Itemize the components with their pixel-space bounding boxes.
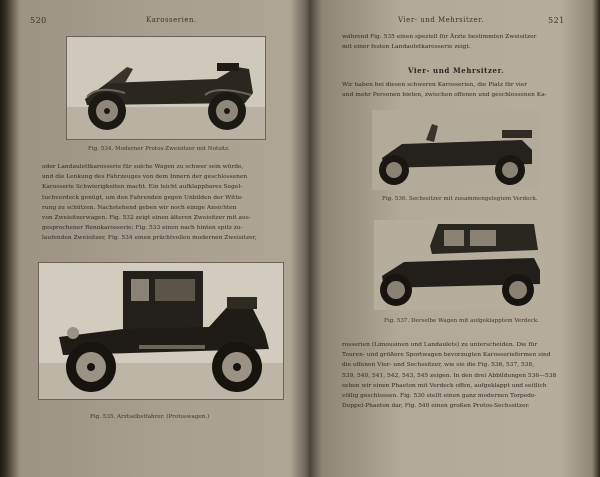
text-line: mit einer festen Landauletkarosserie zeigt. xyxy=(342,44,471,51)
text-line: rung zu schützen. Nachstehend geben wir noch einige Ansichten xyxy=(42,204,237,211)
text-line: während Fig. 535 einen speziell für Ärzte bestimmten Zweisitzer xyxy=(342,34,537,40)
left-page-number: 520 xyxy=(30,16,47,25)
figure-535-caption: Fig. 535. Arztselbstfahrer. (Protoswagen.) xyxy=(90,414,210,420)
text-line: von Zweisitzerwagen. Fig. 532 zeigt einen älteren Zweisitzer mit aus- xyxy=(42,215,251,222)
text-line: laufenden Zweisitzer, Fig. 534 einen prächtvollen modernen Zweisitzer, xyxy=(42,235,257,242)
figure-534-photo xyxy=(66,36,266,140)
figure-537-caption: Fig. 537. Derselbe Wagen mit aufgeklapptem Verdeck. xyxy=(384,318,540,324)
roadster-car-illustration xyxy=(67,37,265,139)
right-page xyxy=(322,0,582,477)
right-page-number: 521 xyxy=(548,16,565,25)
figure-535-photo xyxy=(38,262,284,400)
text-line: sehen wir einen Phaeton mit Verdeck offen, aufgeklappt und seitlich xyxy=(342,382,547,389)
left-page xyxy=(18,0,302,477)
text-line: tuchverdeck genügt, um den Fahrenden gegen Unbilden der Witte- xyxy=(42,194,244,201)
right-top-paragraph xyxy=(342,32,580,52)
open-touring-car-illustration xyxy=(372,110,540,190)
text-line: oder Landaulettkarosserie für solche Wagen zu schwer sein würde, xyxy=(42,164,244,170)
text-line: und mehr Personen bieten, zwischen offenen und geschlossenen Ka- xyxy=(342,92,547,99)
text-line: Doppel-Phaeton dar, Fig. 540 einen großen Protos-Sechssitzer. xyxy=(342,403,530,410)
figure-536-photo xyxy=(372,110,540,190)
text-line: Wir haben bei diesen schweren Karosserien, die Platz für vier xyxy=(342,82,528,88)
text-line: Touren- und größere Sportwagen bevorzugten Karosserieformen sind xyxy=(342,352,551,359)
figure-536-caption: Fig. 536. Sechssitzer mit zusammengelegtem Verdeck. xyxy=(382,196,538,202)
text-line: Karosserie Schwierigkeiten macht. Ein leicht aufklappbares Segel- xyxy=(42,184,243,191)
right-running-head: Vier- und Mehrsitzer. xyxy=(398,16,484,24)
left-running-head: Karosserien. xyxy=(146,16,197,24)
text-line: und die Lenkung des Fahrzeuges von dem Innern der geschlossenen xyxy=(42,174,248,181)
right-intro-paragraph xyxy=(342,80,580,100)
right-bottom-paragraph xyxy=(342,340,582,411)
text-line: 539, 540, 541, 542, 543, 545 zeigen. In den drei Abbildungen 536—538 xyxy=(342,372,557,379)
figure-537-photo xyxy=(374,220,546,310)
text-line: rosserien (Limousinen und Landaulets) zu unterscheiden. Die für xyxy=(342,342,538,348)
text-line: die offenen Vier- und Sechssitzer, wie sie die Fig. 536, 537, 538, xyxy=(342,362,535,369)
text-line: gesprochener Rennkarosserie; Fig. 533 einen nach hinten spitz zu- xyxy=(42,225,243,232)
left-paragraph xyxy=(42,162,304,244)
figure-534-caption: Fig. 534. Moderner Protos-Zweisitzer mit Notsitz. xyxy=(88,146,230,152)
coupe-car-illustration xyxy=(39,263,283,399)
section-heading: Vier- und Mehrsitzer. xyxy=(408,66,505,75)
touring-car-with-top-illustration xyxy=(374,220,546,310)
text-line: völlig geschlossen. Fig. 530 stellt einen ganz modernen Torpedo- xyxy=(342,393,537,400)
